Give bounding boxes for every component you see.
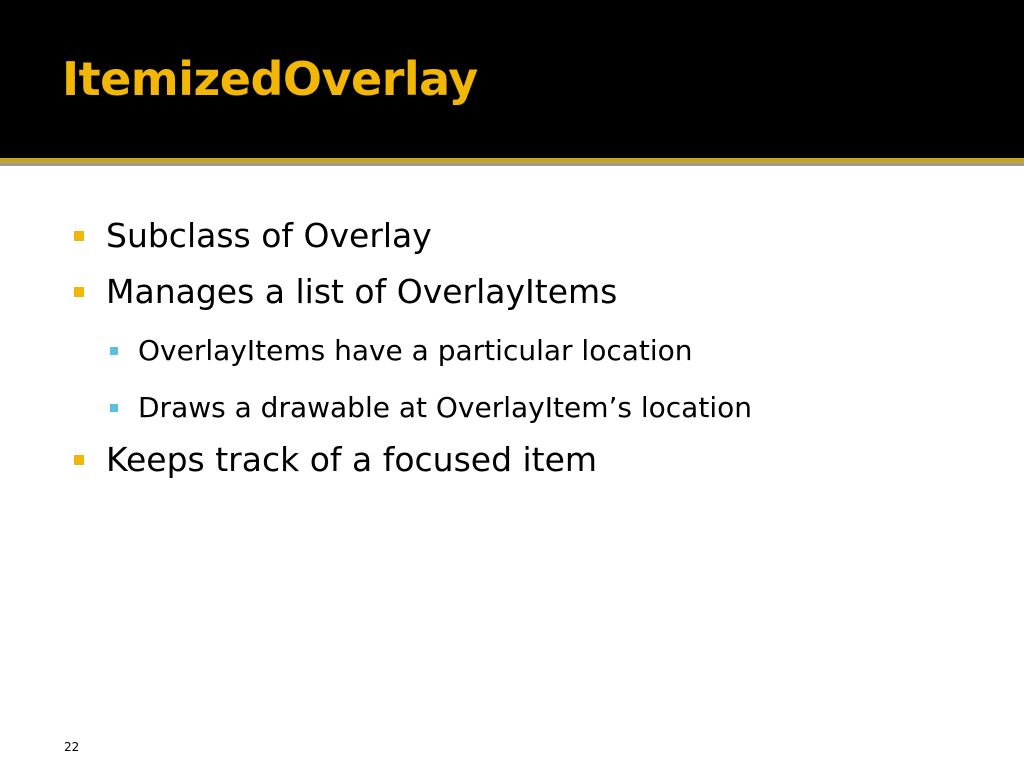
bullet-text: Manages a list of OverlayItems	[106, 272, 618, 311]
square-sub-bullet-icon	[110, 347, 118, 355]
bullet-item	[74, 440, 597, 479]
sub-bullet-text: OverlayItems have a particular location	[138, 334, 693, 367]
sub-bullet-item	[110, 391, 752, 424]
square-sub-bullet-icon	[110, 404, 118, 412]
bullet-text: Keeps track of a focused item	[106, 440, 598, 479]
slide-title: ItemizedOverlay	[62, 52, 478, 106]
square-bullet-icon	[74, 455, 84, 465]
bullet-item	[74, 272, 617, 311]
bullet-text: Subclass of Overlay	[106, 216, 432, 255]
square-bullet-icon	[74, 231, 84, 241]
title-divider-gray	[0, 163, 1024, 166]
sub-bullet-text: Draws a drawable at OverlayItem’s location	[138, 391, 752, 424]
sub-bullet-item	[110, 334, 693, 367]
title-bar	[0, 0, 1024, 158]
slide-number: 22	[64, 740, 80, 754]
bullet-item	[74, 216, 432, 255]
square-bullet-icon	[74, 287, 84, 297]
